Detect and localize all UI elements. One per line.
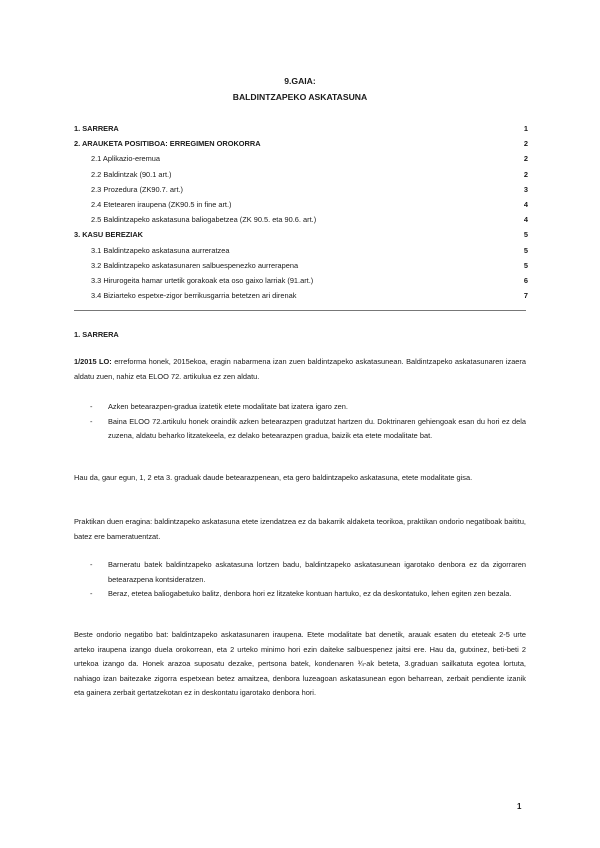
toc-entry-label: 3. KASU BEREZIAK bbox=[74, 230, 143, 240]
toc-divider bbox=[74, 310, 526, 311]
toc-entry-label: 2.3 Prozedura (ZK90.7. art.) bbox=[91, 184, 184, 194]
toc-entry[interactable] bbox=[74, 200, 528, 215]
toc-entry-label: 3.1 Baldintzapeko askatasuna aurreratzea bbox=[91, 245, 230, 255]
toc-entry[interactable] bbox=[74, 170, 528, 185]
toc-entry[interactable] bbox=[74, 276, 528, 291]
toc-entry-label: 3.3 Hirurogeita hamar urtetik gorakoak eta oso gaixo larriak (91.art.) bbox=[91, 275, 314, 285]
chapter-label: 9.GAIA: bbox=[284, 76, 316, 86]
toc-entry[interactable] bbox=[74, 291, 528, 306]
toc-entry[interactable] bbox=[74, 124, 528, 139]
toc-entry-page: 3 bbox=[523, 184, 528, 194]
toc-entry-page: 4 bbox=[523, 199, 528, 209]
toc-entry[interactable] bbox=[74, 139, 528, 154]
toc-entry[interactable] bbox=[74, 185, 528, 200]
toc-entry[interactable] bbox=[74, 230, 528, 245]
paragraph-1-text: erreforma honek, 2015ekoa, eragin nabarmena izan zuen baldintzapeko askatasunean. Baldintzapeko askatasunaren izaera aldatu zuen, nahiz eta ELOO 72. artikulua ez zen aldatu. bbox=[74, 357, 526, 381]
toc-entry-label: 3.2 Baldintzapeko askatasunaren salbuespenezko aurrerapena bbox=[91, 260, 299, 270]
toc-entry-page: 5 bbox=[523, 245, 528, 255]
toc-entry[interactable] bbox=[74, 215, 528, 230]
toc-entry[interactable] bbox=[74, 246, 528, 261]
page-number: 1 bbox=[517, 802, 522, 811]
toc-entry-label: 3.4 Biziarteko espetxe-zigor berrikusgarria betetzen ari direnak bbox=[91, 291, 297, 301]
dash-bullet-icon: - bbox=[90, 589, 93, 599]
toc-entry-label: 2. ARAUKETA POSITIBOA: ERREGIMEN OROKORRA bbox=[74, 139, 261, 149]
table-of-contents bbox=[74, 124, 528, 306]
paragraph-1-lead: 1/2015 LO: bbox=[74, 357, 112, 366]
toc-entry-page: 1 bbox=[523, 124, 528, 133]
section-heading: 1. SARRERA bbox=[74, 330, 119, 339]
toc-entry-page: 4 bbox=[523, 215, 528, 225]
bullet-list-1 bbox=[90, 400, 526, 444]
toc-entry-page: 5 bbox=[523, 260, 528, 270]
toc-entry-page: 7 bbox=[523, 291, 528, 301]
bullet-list-2 bbox=[90, 558, 526, 602]
list-item: - Azken betearazpen-gradua izatetik etete modalitate bat izatera igaro zen. bbox=[90, 400, 526, 415]
document-title: BALDINTZAPEKO ASKATASUNA bbox=[232, 92, 368, 102]
list-item: - Barneratu batek baldintzapeko askatasuna lortzen badu, baldintzapeko askatasunean igarotako denbora ez da zigorraren betearazpena kontsideratzen. bbox=[90, 560, 526, 584]
toc-entry-label: 2.5 Baldintzapeko askatasuna baliogabetzea (ZK 90.5. eta 90.6. art.) bbox=[91, 215, 317, 225]
list-item: - Baina ELOO 72.artikulu honek oraindik azken betearazpen gradutzat hartzen du. Doktrinaren gehiengoak esan du hori ez dela zuzena, aldatu beharko litzatekeela, ez delako betearazpen gradua, baizik eta etete modalitate bat. bbox=[90, 416, 526, 441]
paragraph-4: Beste ondorio negatibo bat: baldintzapeko askatasunaren iraupena. Etete modalitate bat denetik, arauak esaten du eteteak 2-5 urte arteko iraupena izango duela orokorrean, eta 2 urteko minimo hori ezin daiteke salbuespenez jaitsi ere. Hau da, gutxinez, beti-beti 2 urtekoa izango da. Honek arazoa suposatu dezake, pertsona batek, kondenaren ¾-ak beteta, 3.graduan sailkatuta egotea lortuta, nahiago izan baitezake zigorra espetxean betez amaitzea, denbora luzeagoan askatasunean egon beharrean, zerbait pendiente izanik eta gainera zerbait gertatzekotan ez in deskontatu igarotako denbora hori. bbox=[74, 630, 526, 698]
dash-bullet-icon: - bbox=[90, 416, 93, 426]
toc-entry-page: 5 bbox=[523, 230, 528, 240]
toc-entry-label: 2.4 Etetearen iraupena (ZK90.5 in fine art.) bbox=[91, 199, 232, 209]
paragraph-3: Praktikan duen eragina: baldintzapeko askatasuna etete izendatzea ez da bakarrik aldaketa teorikoa, praktikan ondorio negatiboak baititu, batez ere bameratuentzat. bbox=[74, 517, 526, 541]
toc-entry-page: 2 bbox=[523, 154, 528, 164]
toc-entry-page: 6 bbox=[523, 275, 528, 285]
toc-entry-label: 2.1 Aplikazio-eremua bbox=[91, 154, 161, 164]
toc-entry-label: 1. SARRERA bbox=[74, 124, 119, 133]
toc-entry-page: 2 bbox=[523, 169, 528, 179]
dash-bullet-icon: - bbox=[90, 560, 93, 569]
toc-entry-label: 2.2 Baldintzak (90.1 art.) bbox=[91, 169, 172, 179]
paragraph-1 bbox=[74, 355, 526, 384]
dash-bullet-icon: - bbox=[90, 402, 93, 411]
paragraph-2: Hau da, gaur egun, 1, 2 eta 3. graduak daude betearazpenean, eta gero baldintzapeko askatasuna, etete modalitate gisa. bbox=[74, 473, 473, 482]
toc-entry[interactable] bbox=[74, 261, 528, 276]
list-item: - Beraz, etetea baliogabetuko balitz, denbora hori ez litzateke kontuan hartuko, ez da deskontatuko, lehen egiten zen bezala. bbox=[90, 587, 526, 602]
toc-entry-page: 2 bbox=[523, 139, 528, 149]
toc-entry[interactable] bbox=[74, 154, 528, 169]
